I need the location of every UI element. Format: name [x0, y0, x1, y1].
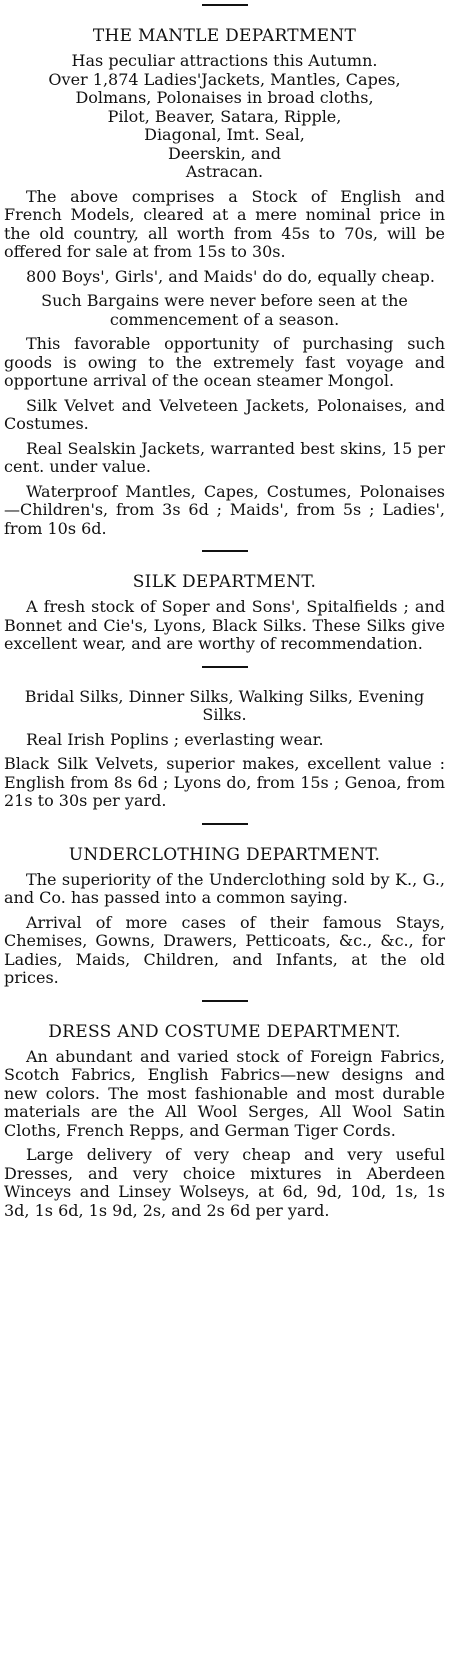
dress-paragraph: Large delivery of very cheap and very useful Dresses, and very choice mixtures in Aberdeen Winceys and Linsey Wolseys, at 6d, 9d, 10d, 1s, 1s 3d, 1s 6d, 1s 9d, 2s, and 2s 6d per yard. — [4, 1145, 445, 1220]
section-rule — [202, 823, 248, 825]
mantle-paragraph: Such Bargains were never before seen at the commencement of a season. — [41, 291, 408, 329]
mantle-intro-line: Pilot, Beaver, Satara, Ripple, — [107, 106, 342, 126]
mantle-paragraph: 800 Boys', Girls', and Maids' do do, equally cheap. — [26, 266, 435, 286]
mantle-section — [4, 26, 445, 538]
mantle-paragraph: Waterproof Mantles, Capes, Costumes, Polonaises—Children's, from 3s 6d ; Maids', from 5s ; Ladies', from 10s 6d. — [4, 481, 445, 538]
dress-paragraph: An abundant and varied stock of Foreign Fabrics, Scotch Fabrics, English Fabrics—new designs and new colors. The most fashionable and most durable materials are the All Wool Serges, All Wool Satin Cloths, French Repps, and German Tiger Cords. — [4, 1046, 445, 1140]
mantle-intro-line: Has peculiar attractions this Autumn. — [71, 51, 378, 70]
silk-paragraph: Bridal Silks, Dinner Silks, Walking Silks, Evening Silks. — [24, 686, 425, 724]
mantle-paragraph: The above comprises a Stock of English and French Models, cleared at a mere nominal price in the old country, all worth from 45s to 70s, will be offered for sale at from 15s to 30s. — [4, 186, 445, 261]
silk-section — [4, 572, 445, 811]
section-rule — [202, 1000, 248, 1002]
underclothing-section — [4, 845, 445, 988]
silk-paragraph: A fresh stock of Soper and Sons', Spitalfields ; and Bonnet and Cie's, Lyons, Black Silks. These Silks give excellent wear, and are worthy of recommendation. — [4, 597, 445, 653]
mantle-intro-line: Astracan. — [185, 162, 264, 181]
dress-section — [4, 1022, 445, 1221]
mantle-paragraph: Real Sealskin Jackets, warranted best skins, 15 per cent. under value. — [4, 438, 445, 476]
mantle-intro-line: Over 1,874 Ladies'Jackets, Mantles, Capes, — [48, 69, 401, 89]
underclothing-paragraph: The superiority of the Underclothing sold by K., G., and Co. has passed into a common saying. — [4, 869, 445, 907]
underclothing-heading: UNDERCLOTHING DEPARTMENT. — [68, 844, 381, 865]
mantle-intro — [4, 52, 445, 182]
mantle-intro-line: Diagonal, Imt. Seal, — [144, 125, 305, 144]
mantle-intro-line: Deerskin, and — [168, 143, 281, 163]
mantle-heading: THE MANTLE DEPARTMENT — [92, 26, 357, 46]
section-rule — [202, 666, 248, 668]
underclothing-paragraph: Arrival of more cases of their famous Stays, Chemises, Gowns, Drawers, Petticoats, &c., &c., for Ladies, Maids, Children, and Infants, at the old prices. — [4, 912, 445, 987]
silk-heading: SILK DEPARTMENT. — [132, 572, 317, 592]
mantle-paragraph: This favorable opportunity of purchasing such goods is owing to the extremely fast voyage and opportune arrival of the ocean steamer Mongol. — [4, 334, 445, 390]
dress-heading: DRESS AND COSTUME DEPARTMENT. — [48, 1021, 401, 1042]
top-rule — [202, 4, 248, 6]
mantle-paragraph: Silk Velvet and Velveteen Jackets, Polonaises, and Costumes. — [4, 395, 445, 433]
silk-paragraph: Real Irish Poplins ; everlasting wear. — [26, 729, 324, 749]
section-rule — [202, 550, 248, 552]
silk-paragraph: Black Silk Velvets, superior makes, excellent value : English from 8s 6d ; Lyons do, from 15s ; Genoa, from 21s to 30s per yard. — [4, 754, 445, 810]
mantle-intro-line: Dolmans, Polonaises in broad cloths, — [75, 88, 374, 107]
